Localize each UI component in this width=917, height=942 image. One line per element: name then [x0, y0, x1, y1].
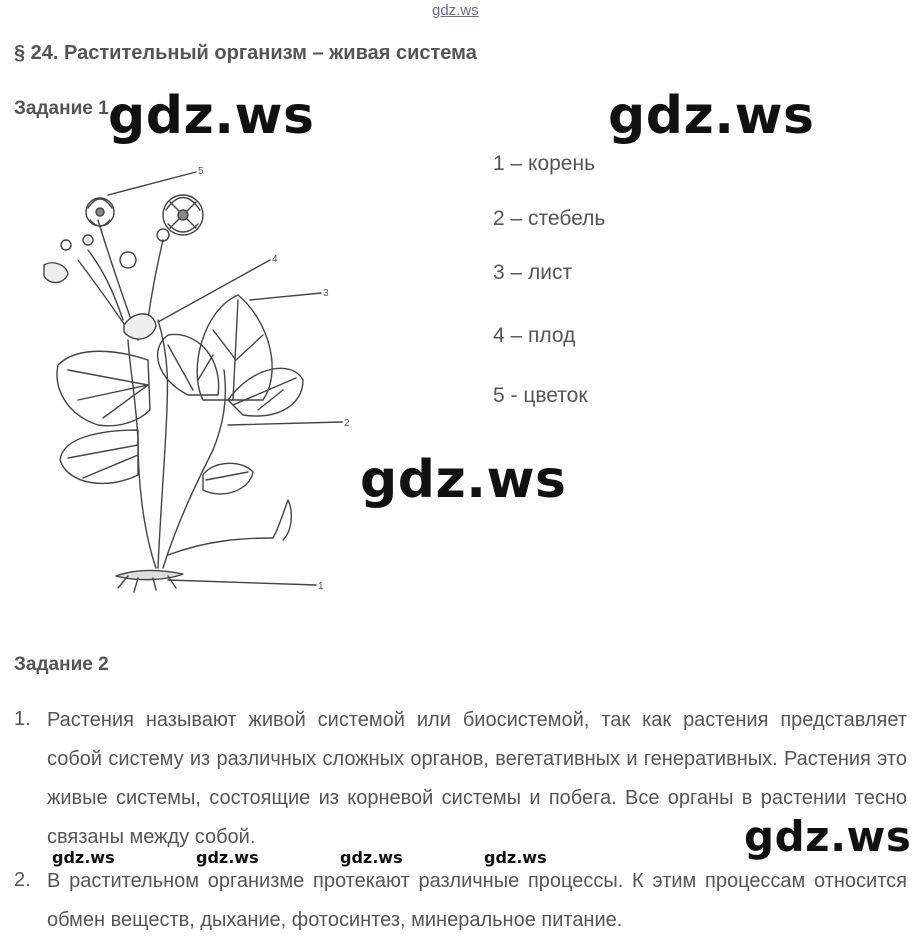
- task1-heading: Задание 1: [14, 98, 109, 119]
- legend-item-fruit: 4 – плод: [493, 324, 576, 347]
- legend-item-stem: 2 – стебель: [493, 207, 606, 230]
- task2-heading: Задание 2: [14, 654, 109, 675]
- watermark-large: gdz.ws: [360, 450, 567, 510]
- list-item-text: Растения называют живой системой или биосистемой, так как растения представляет собой систему из различных сложных органов, вегетативных и генеративных. Растения это живые системы, состоящие из корневой системы и побега. Все органы в растении тесно связаны между собой.: [47, 709, 907, 848]
- figure-label-3: 3: [323, 288, 329, 299]
- legend-item-root: 1 – корень: [493, 152, 596, 175]
- watermark-small: gdz.ws: [340, 848, 403, 867]
- legend-item-leaf: 3 – лист: [493, 261, 573, 284]
- watermark-large: gdz.ws: [108, 86, 315, 146]
- figure-label-1: 1: [318, 581, 324, 592]
- list-item-number: 1.: [14, 708, 31, 730]
- figure-label-2: 2: [344, 418, 350, 429]
- figure-label-5: 5: [198, 166, 204, 177]
- page-title: § 24. Растительный организм – живая система: [14, 42, 477, 64]
- list-item-number: 2.: [14, 869, 31, 891]
- legend-item-flower: 5 - цветок: [493, 384, 588, 407]
- figure-label-4: 4: [272, 254, 278, 265]
- watermark-large: gdz.ws: [608, 86, 815, 146]
- watermark-small: gdz.ws: [52, 848, 115, 867]
- watermark-small: gdz.ws: [484, 848, 547, 867]
- strawberry-plant-illustration: [38, 160, 358, 600]
- list-item-text: В растительном организме протекают различные процессы. К этим процессам относится обмен веществ, дыхание, фотосинтез, минеральное питание.: [47, 870, 907, 931]
- watermark-small: gdz.ws: [196, 848, 259, 867]
- watermark-large: gdz.ws: [744, 812, 912, 861]
- top-watermark-link[interactable]: gdz.ws: [432, 2, 479, 19]
